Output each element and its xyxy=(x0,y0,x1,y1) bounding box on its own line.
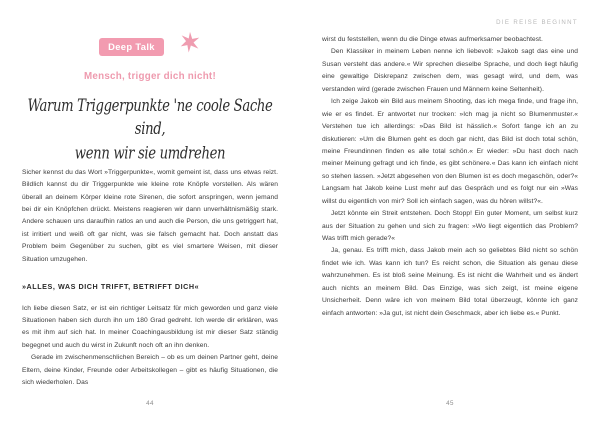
page-right xyxy=(300,0,600,424)
script-title xyxy=(26,95,274,166)
right-body-column xyxy=(322,34,578,320)
paragraph: Ich liebe diesen Satz, er ist ein richtiger Leitsatz für mich geworden und ganz viele Situationen haben sich durch ihn um 180 Grad gedreht. Ich werde dir erklären, was es mit ihm auf sich hat. In meiner Coachingausbildung ist mir dieser Satz ständig begegnet und auch du wirst in Zukunft noch oft an ihn denken. xyxy=(22,304,278,349)
paragraph: Gerade im zwischenmenschlichen Bereich – ob es um deinen Partner geht, deine Eltern, deine Kinder, Freunde oder Arbeitskollegen – gibt es häufig Situationen, die sich wiederholen. Das xyxy=(22,354,278,387)
running-header: DIE REISE BEGINNT xyxy=(496,19,578,26)
star-icon xyxy=(179,31,201,53)
badge-row xyxy=(22,32,278,62)
paragraph: Jetzt könnte ein Streit entstehen. Doch Stopp! Ein guter Moment, um selbst kurz aus der Situation zu gehen und sich zu fragen: »Wo liegt eigentlich das Problem? Was trifft mich gerade?« xyxy=(322,210,578,242)
left-header-spacer xyxy=(22,18,278,28)
script-title-line-2: wenn wir sie umdrehen xyxy=(74,143,226,163)
section-heading: »ALLES, WAS DICH TRIFFT, BETRIFFT DICH« xyxy=(22,282,200,292)
left-body-column xyxy=(22,167,278,390)
deep-talk-badge: Deep Talk xyxy=(99,38,164,55)
folio-right: 45 xyxy=(446,400,454,407)
folio-left: 44 xyxy=(146,400,154,407)
paragraph: Sicher kennst du das Wort »Triggerpunkte«, womit gemeint ist, dass uns etwas reizt. Bildlich kannst du dir Triggerpunkte wie kleine rote Knöpfe vorstellen. Als wären überall an deinem Körper kleine rote Sirenen, die sofort anspringen, wenn jemand bei dir ein Knöpfchen drückt. Meistens reagieren wir dann unverhältnismäßig stark. Andere schauen uns daraufhin ratlos an und auch die Person, die uns getriggert hat, ist irritiert und weiß oft gar nicht, was sie falsch gemacht hat. Doch anstatt das Problem beim Gegenüber zu suchen, gibt es viel smartere Weisen, mit dieser Situation umzugehen. xyxy=(22,168,278,263)
paragraph: Ja, genau. Es trifft mich, dass Jakob mein ach so geliebtes Bild nicht so schön findet wie ich. Was kann ich tun? Es reicht schon, die Situation als genau diese wahrzunehmen. Es ist bloß seine Meinung. Es ist nicht die Wahrheit und es ändert auch nichts an meinem Bild. Das Einzige, was sich zeigt, ist meine eigene Unsicherheit. Denn wäre ich von meinem Bild total überzeugt, könnte ich ganz einfach antworten: »Ja gut, ist nicht dein Geschmack, aber ich liebe es.« Punkt. xyxy=(322,247,578,317)
page-kicker: Mensch, trigger dich nicht! xyxy=(84,71,216,82)
script-title-line-1: Warum Triggerpunkte 'ne coole Sache sind, xyxy=(27,95,273,140)
paragraph: Ich zeige Jakob ein Bild aus meinem Shooting, das ich mega finde, und frage ihn, wie er es findet. Er antwortet nur trocken: »Ich mag ja nicht so Blumenmuster.« Verstehen tue ich allerdings: »Das Bild ist hässlich.« Sofort fange ich an zu diskutieren: »Um die Blumen geht es doch gar nicht, das Bild ist doch total schön, meine Freundinnen finden es alle total schön.« Er wieder: »Du hast doch nach meiner Meinung gefragt und ich finde, es gibt schönere.« Das kann ich einfach nicht so stehen lassen. »Jetzt abgesehen von den Blumen ist es doch megaschön, oder?« Langsam hat Jakob keine Lust mehr auf das Gespräch und es folgt nur ein »Was willst du eigentlich von mir? Soll ich einfach sagen, was du hören willst?«. xyxy=(322,98,578,205)
paragraph: Den Klassiker in meinem Leben nenne ich liebevoll: »Jakob sagt das eine und Susan versteht das andere.« Wir sprechen dieselbe Sprache, und doch liegt häufig eine gewaltige Diskrepanz zwischen dem, was gesagt wird, und dem, was verstanden wird (gerade zwischen Frauen und Männern keine Seltenheit). xyxy=(322,48,578,93)
paragraph: wirst du feststellen, wenn du die Dinge etwas aufmerksamer beobachtest. xyxy=(322,36,543,43)
